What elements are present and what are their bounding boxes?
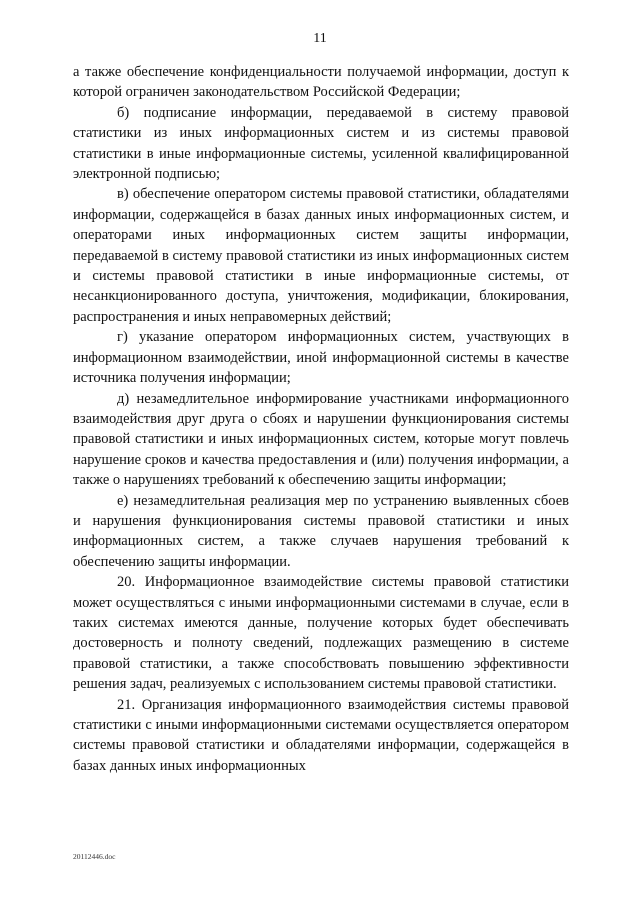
paragraph-item-b: б) подписание информации, передаваемой в систему правовой статистики из иных информационных систем и из системы правовой статистики в иные информационные системы, усиленной квалифицированной электронной подписью; [73, 104, 569, 183]
document-filename-footer: 20112446.doc [73, 852, 116, 861]
paragraph-item-v: в) обеспечение оператором системы правовой статистики, обладателями информации, содержащейся в базах данных иных информационных систем, и операторами иных информационных систем защиты информации, передаваемой в систему правовой статистики из иных информационных систем и системы правовой статистики в иные информационные системы, от несанкционированного доступа, уничтожения, модификации, блокирования, распространения и иных неправомерных действий; [73, 186, 569, 325]
paragraph-continuation: а также обеспечение конфиденциальности получаемой информации, доступ к которой ограничен законодательством Российской Федерации; [73, 64, 569, 101]
paragraph-item-d: д) незамедлительное информирование участниками информационного взаимодействия друг друга о сбоях и нарушении функционирования системы правовой статистики и иных информационных систем, которые могут повлечь нарушение сроков и качества предоставления и (или) получения информации, а также о нарушениях требований к обеспечению защиты информации; [73, 390, 569, 489]
document-body [73, 62, 569, 776]
page-number: 11 [313, 31, 327, 46]
paragraph-item-e: е) незамедлительная реализация мер по устранению выявленных сбоев и нарушения функционирования системы правовой статистики и иных информационных систем, а также случаев нарушения требований к обеспечению защиты информации. [73, 492, 569, 570]
paragraph-item-g: г) указание оператором информационных систем, участвующих в информационном взаимодействии, иной информационной системы в качестве источника получения информации; [73, 329, 569, 387]
paragraph-clause-20: 20. Информационное взаимодействие системы правовой статистики может осуществляться с иными информационными системами в случае, если в таких системах имеются данные, получение которых будет обеспечивать достоверность и полноту сведений, подлежащих размещению в системе правовой статистики, а также способствовать повышению эффективности решения задач, реализуемых с использованием системы правовой статистики. [73, 574, 569, 693]
paragraph-clause-21: 21. Организация информационного взаимодействия системы правовой статистики с иными информационными системами осуществляется оператором системы правовой статистики и обладателями информации, содержащейся в базах данных иных информационных [73, 696, 569, 774]
